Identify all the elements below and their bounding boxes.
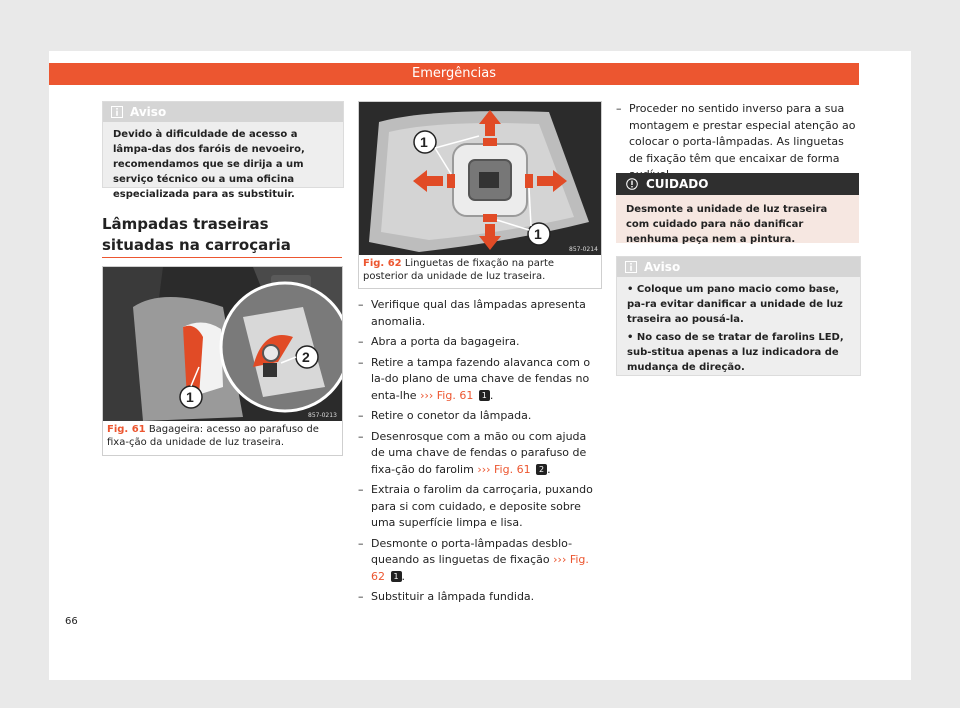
figure-61-callout-2: 2: [302, 349, 310, 365]
notice-bullet: • Coloque um pano macio como base, pa-ra evitar danificar a unidade de luz traseira ao pousá-la.: [627, 284, 843, 325]
notice-title: Aviso: [644, 260, 681, 274]
figure-reference-link[interactable]: ››› Fig. 61: [477, 462, 531, 476]
notice-bullet: • No caso de se tratar de farolins LED, sub-stitua apenas a luz indicadora de mudança de direção.: [627, 332, 844, 373]
step-item: – Verifique qual das lâmpadas apresenta anomalia.: [358, 298, 586, 328]
figure-61: [102, 266, 343, 456]
info-icon: [111, 106, 123, 118]
step-punctuation: .: [547, 462, 551, 476]
caution-header: [616, 173, 859, 195]
notice-bullet-text: No caso de se tratar de farolins LED, sub-stitua apenas a luz indicadora de mudança de direção.: [627, 332, 844, 373]
step-item: – Desmonte o porta-lâmpadas desblo-queando as linguetas de fixação ››› Fig. 62 1 .: [358, 536, 589, 583]
figure-reference-link[interactable]: ››› Fig. 61: [420, 388, 474, 402]
procedure-steps-col2: [358, 297, 600, 610]
callout-badge: 1: [391, 571, 402, 582]
step-item: – Proceder no sentido inverso para a sua montagem e prestar especial atenção ao colocar o porta-lâmpadas. As linguetas de fixação têm que encaixar de forma: [616, 101, 859, 184]
caution-box: [616, 173, 859, 243]
notice-body: [617, 277, 860, 386]
notice-header: [103, 102, 343, 122]
caution-text: Desmonte a unidade de luz traseira com cuidado para não danificar nenhuma peça nem a pintura.: [626, 204, 828, 245]
notice-bullet-text: Coloque um pano macio como base, pa-ra evitar danificar a unidade de luz traseira ao pousá-la.: [627, 284, 843, 325]
figure-61-caption: [107, 423, 338, 449]
figure-61-label: Fig. 61: [107, 424, 146, 435]
step-text: Desmonte o porta-lâmpadas desblo-queando as linguetas de fixação: [371, 536, 573, 566]
notice-bullets: [627, 282, 850, 375]
trunk-illustration: [103, 267, 342, 421]
callout-badge: 1: [479, 390, 490, 401]
step-item: – Retire o conetor da lâmpada.: [358, 409, 532, 422]
notice-text: Devido à dificuldade de acesso a lâmpa-das dos faróis de nevoeiro, recomendamos que se dirija a um serviço técnico ou a uma oficina especializada para as substituir.: [113, 129, 305, 200]
notice-box-right: [616, 256, 861, 376]
step-item: – Extraia o farolim da carroçaria, puxando para si com cuidado, e deposite sobre uma superfície limpa e lisa.: [358, 483, 593, 529]
figure-62-caption: [363, 257, 597, 283]
figure-62-caption-text: Linguetas de fixação na parte posterior da unidade de luz traseira.: [363, 258, 555, 282]
callout-badge: 2: [536, 464, 547, 475]
figure-62: [358, 101, 602, 289]
notice-title: Aviso: [130, 105, 167, 119]
step-item: – Retire a tampa fazendo alavanca com o la-do plano de uma chave de fendas no enta-lhe ››› Fig. 61 1 .: [358, 355, 591, 402]
step-text: Retire o conetor da lâmpada.: [371, 409, 532, 422]
page-number: 66: [65, 616, 78, 627]
step-text: Desenrosque com a mão ou com ajuda de uma chave de fendas o parafuso de fixa-ção do farolim: [371, 429, 587, 476]
step-item: – Substituir a lâmpada fundida.: [358, 590, 535, 603]
figure-62-callout-1b: 1: [534, 226, 542, 242]
figure-62-label: Fig. 62: [363, 258, 402, 269]
chapter-title: Emergências: [412, 66, 496, 81]
step-text: Retire a tampa fazendo alavanca com o la-do plano de uma chave de fendas no enta-lhe: [371, 355, 591, 402]
step-punctuation: .: [489, 388, 494, 402]
section-divider: [102, 257, 342, 258]
step-item: – Desenrosque com a mão ou com ajuda de uma chave de fendas o parafuso de fixa-ção do farolim ››› Fig. 61 2 .: [358, 429, 587, 476]
step-text: Proceder no sentido inverso para a sua montagem e prestar especial atenção ao colocar o porta-lâmpadas. As linguetas de fixação têm que encaixar de forma: [629, 102, 856, 165]
step-text: Verifique qual das lâmpadas apresenta anomalia.: [371, 298, 586, 328]
figure-reference-link[interactable]: ››› Fig. 62: [371, 553, 589, 583]
step-punctuation: .: [401, 569, 405, 583]
chapter-header: [49, 63, 859, 85]
notice-header: [617, 257, 860, 277]
figure-61-code: 857-0213: [308, 412, 337, 419]
taillight-back-illustration: [359, 102, 601, 255]
figure-61-caption-text: Bagageira: acesso ao parafuso de fixa-ção da unidade de luz traseira.: [107, 424, 319, 448]
info-icon: [625, 261, 637, 273]
figure-62-callout-1a: 1: [420, 134, 428, 150]
step-text: Abra a porta da bagageira.: [371, 335, 520, 348]
section-title: Lâmpadas traseiras situadas na carroçaria: [102, 215, 291, 254]
caution-title: CUIDADO: [646, 177, 709, 191]
step-item: – Abra a porta da bagageira.: [358, 335, 520, 348]
step-text: Extraia o farolim da carroçaria, puxando para si com cuidado, e deposite sobre uma superfície limpa e lisa.: [371, 483, 593, 529]
figure-61-callout-1: 1: [186, 389, 194, 405]
warning-circle-icon: [626, 178, 638, 190]
notice-box-left: [102, 101, 344, 200]
step-text: Substituir a lâmpada fundida.: [371, 590, 535, 603]
figure-62-code: 857-0214: [569, 246, 598, 253]
